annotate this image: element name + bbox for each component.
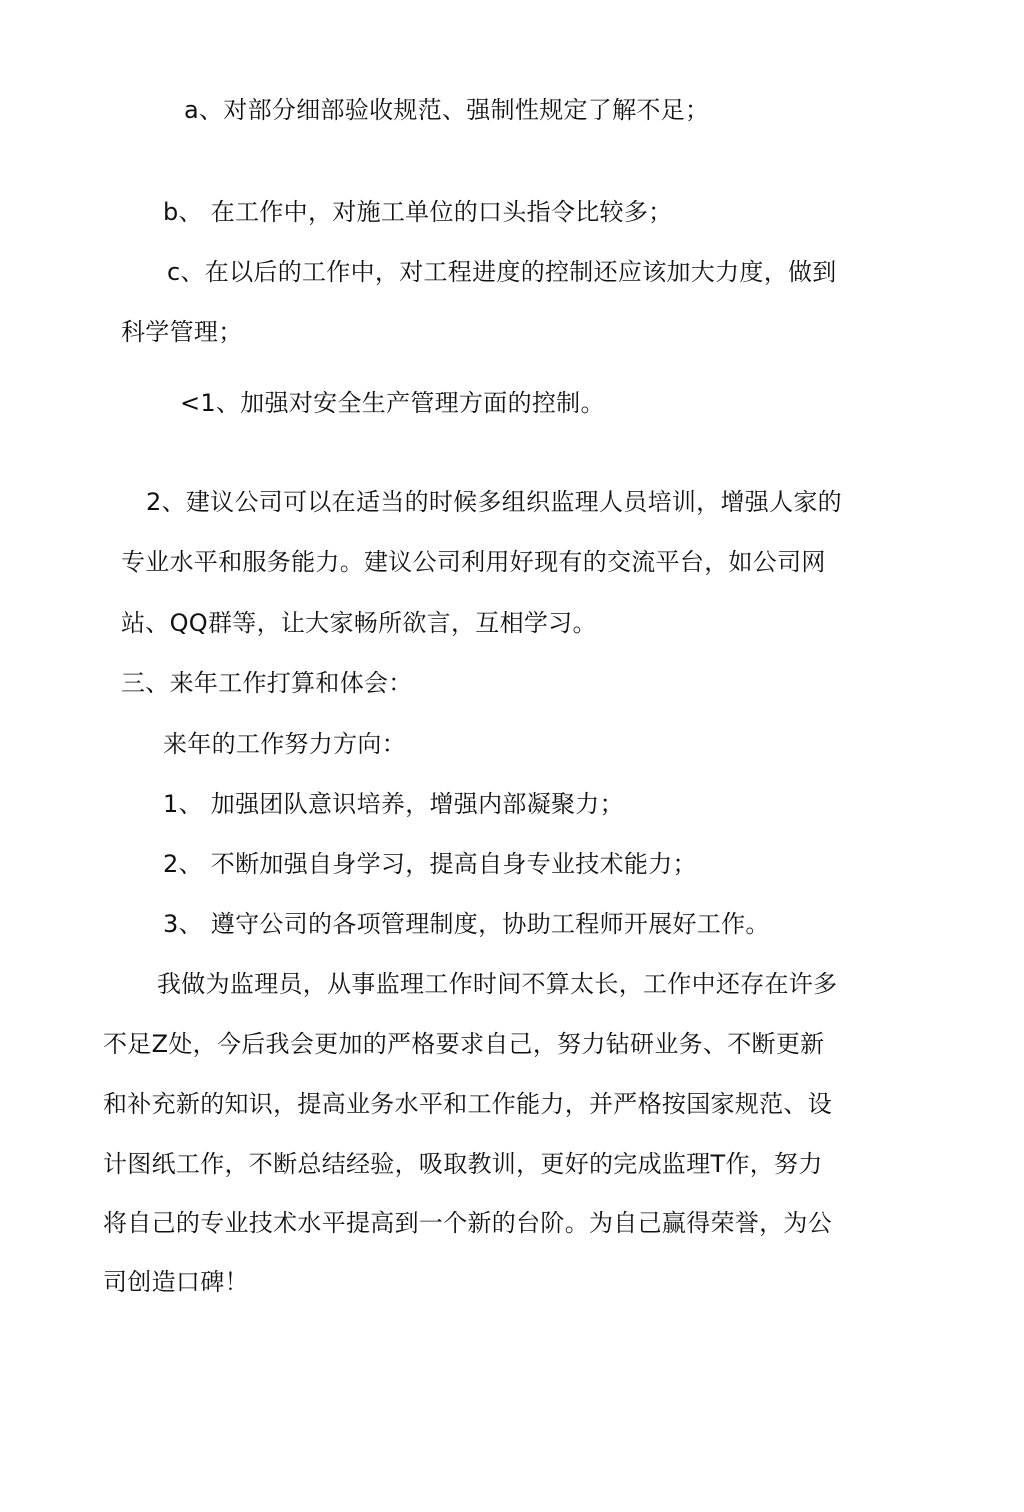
- paragraph-line-3: 和补充新的知识，提高业务水平和工作能力，并严格按国家规范、设: [103, 1090, 832, 1118]
- paragraph-line-2: 不足Z处，今后我会更加的严格要求自己，努力钻研业务、不断更新: [103, 1030, 825, 1058]
- text-line-b: b、 在工作中，对施工单位的口头指令比较多；: [163, 198, 673, 226]
- subheading: 来年的工作努力方向：: [163, 730, 406, 758]
- list-item-3: 3、 遵守公司的各项管理制度，协助工程师开展好工作。: [163, 910, 770, 938]
- text-line-2: 2、建议公司可以在适当的时候多组织监理人员培训，增强人家的: [146, 488, 842, 516]
- list-item-2: 2、 不断加强自身学习，提高自身专业技术能力；: [163, 850, 697, 878]
- text-line-a: a、对部分细部验收规范、强制性规定了解不足；: [184, 96, 710, 124]
- text-line-2-cont2: 站、QQ群等，让大家畅所欲言，互相学习。: [121, 609, 597, 637]
- paragraph-line-6: 司创造口碑！: [103, 1268, 249, 1296]
- paragraph-line-1: 我做为监理员，从事监理工作时间不算太长，工作中还存在许多: [157, 970, 838, 998]
- text-line-d: <1、加强对安全生产管理方面的控制。: [180, 389, 605, 417]
- paragraph-line-4: 计图纸工作，不断总结经验，吸取教训，更好的完成监理T作，努力: [103, 1150, 823, 1178]
- paragraph-line-5: 将自己的专业技术水平提高到一个新的台阶。为自己赢得荣誉，为公: [103, 1209, 832, 1237]
- text-line-2-cont1: 专业水平和服务能力。建议公司利用好现有的交流平台，如公司网: [121, 548, 826, 576]
- text-line-c: c、在以后的工作中，对工程进度的控制还应该加大力度，做到: [167, 258, 837, 286]
- text-line-c-cont: 科学管理；: [121, 318, 243, 346]
- section-heading-3: 三、来年工作打算和体会：: [121, 669, 413, 697]
- list-item-1: 1、 加强团队意识培养，增强内部凝聚力；: [163, 790, 624, 818]
